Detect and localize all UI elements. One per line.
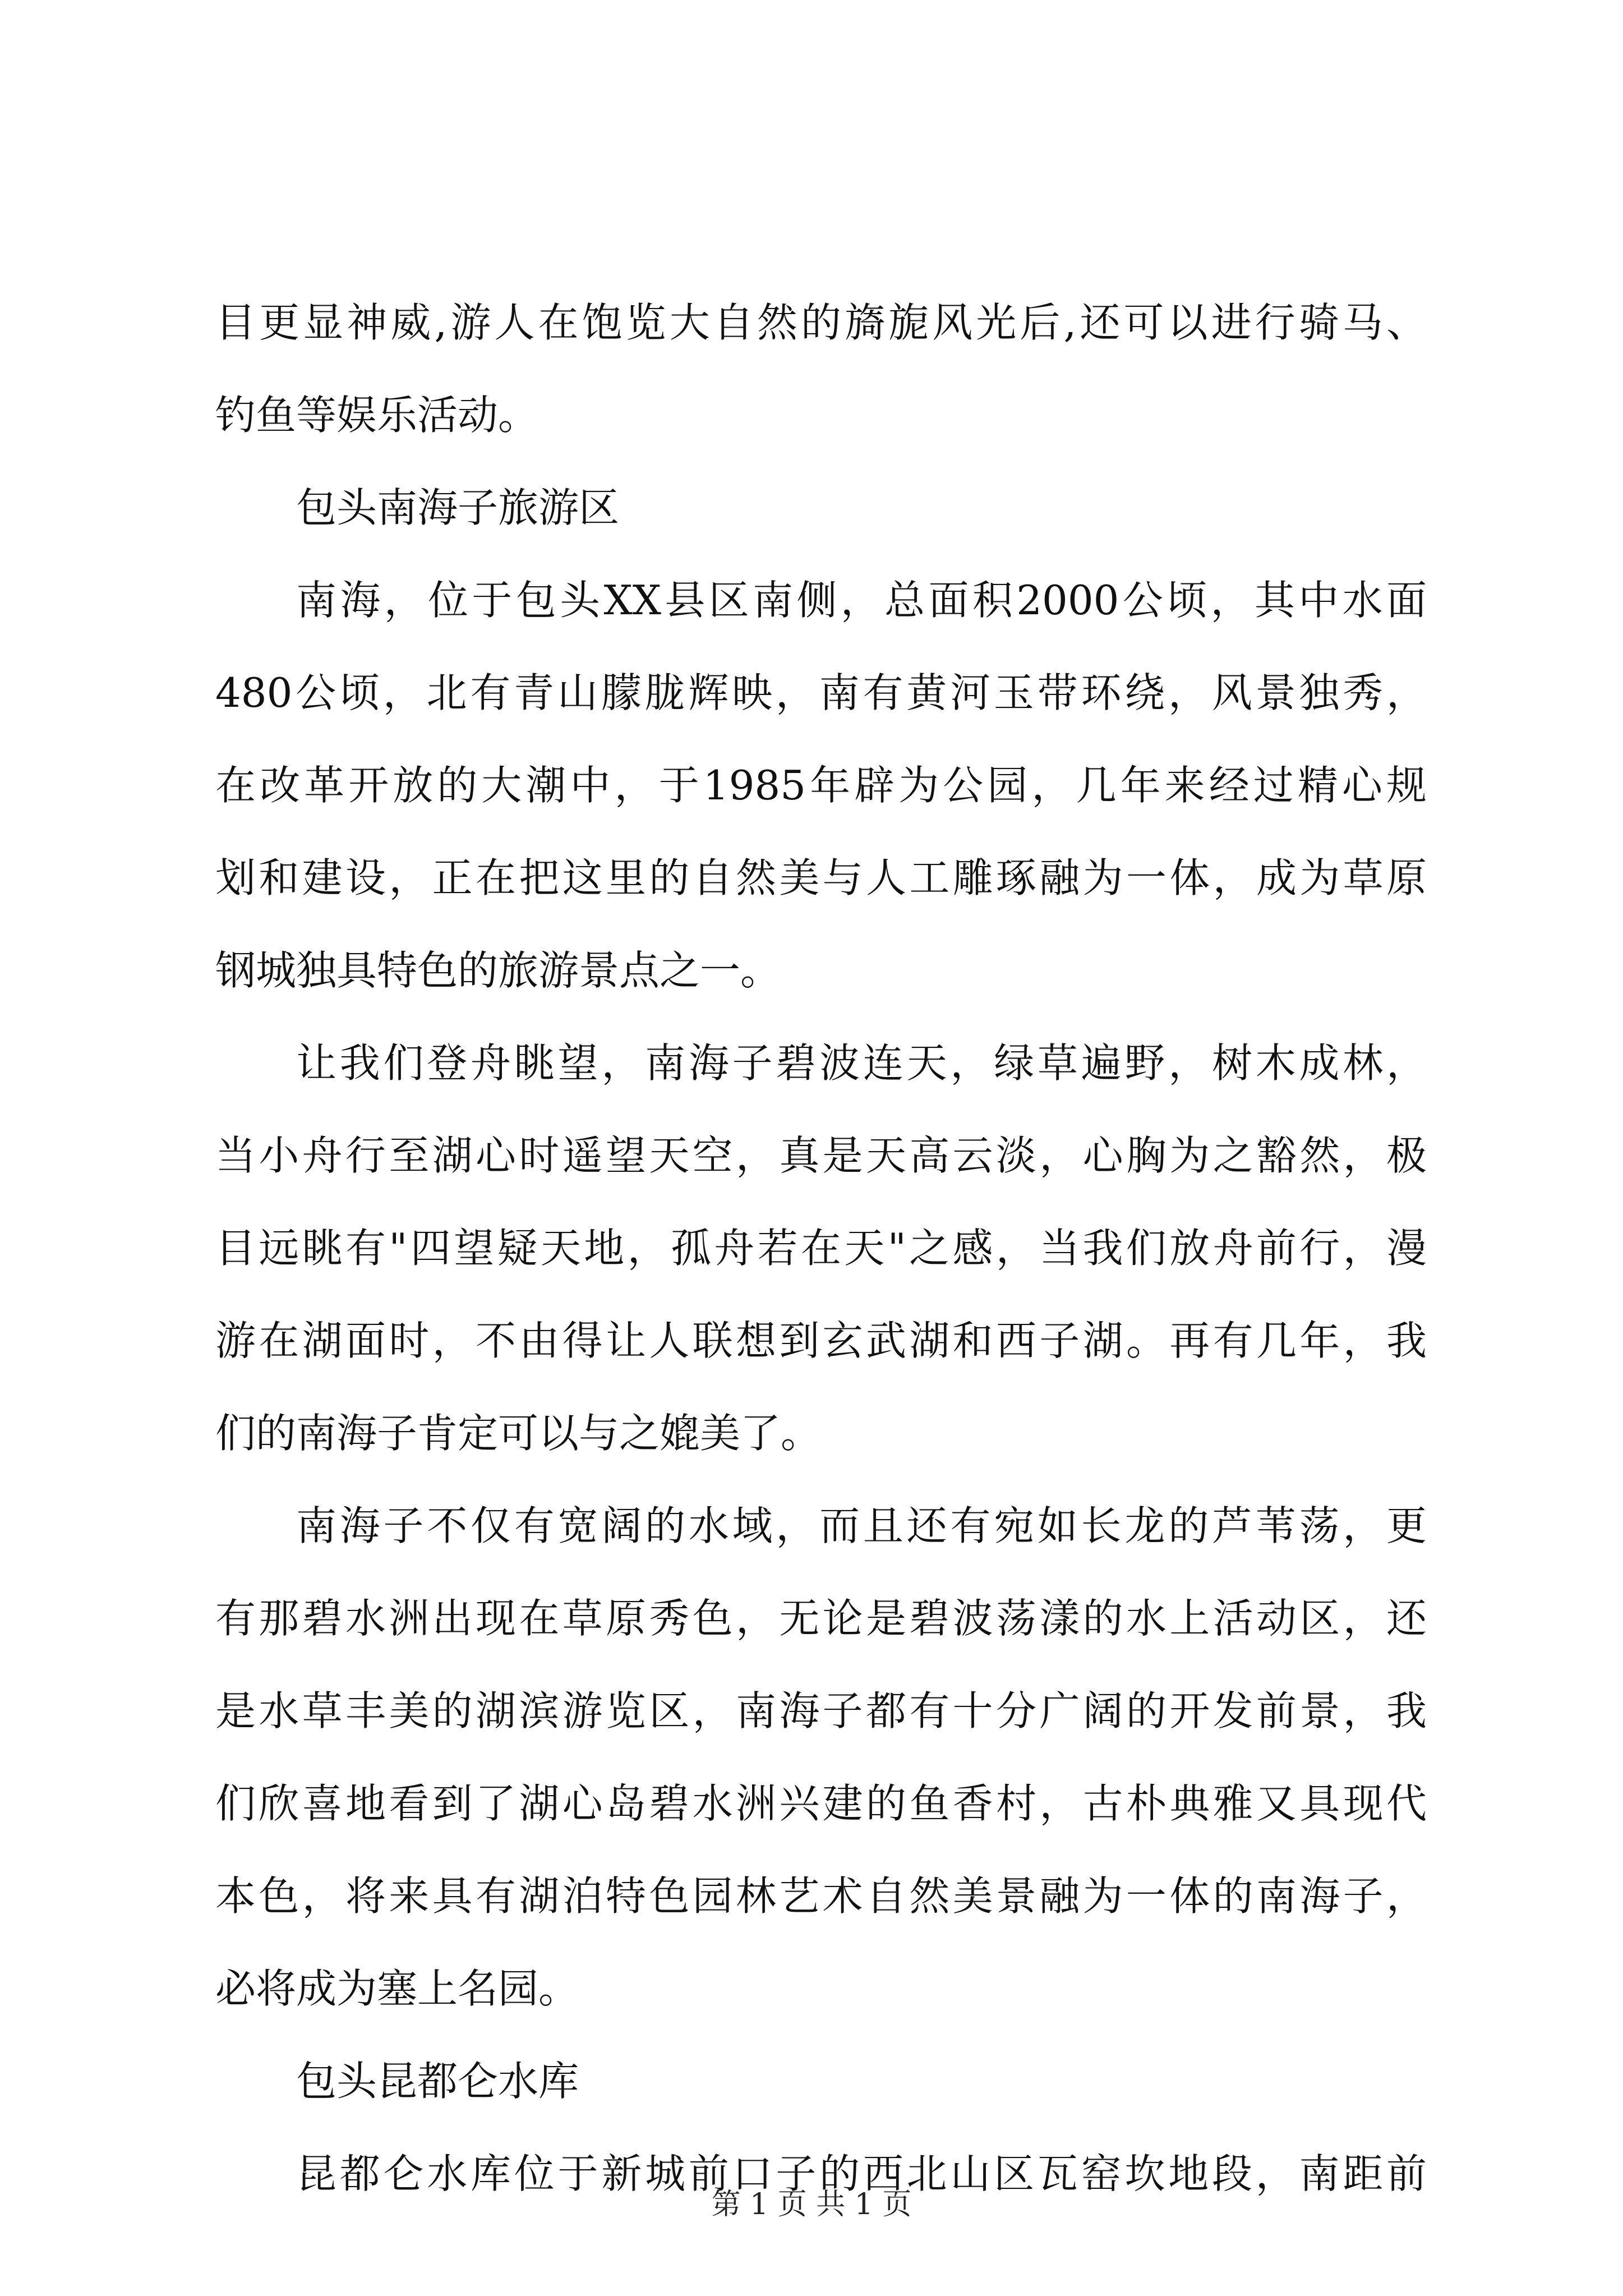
text-line: 480公顷，北有青山朦胧辉映，南有黄河玉带环绕，风景独秀， — [215, 669, 1427, 716]
text-line: 游在湖面时，不由得让人联想到玄武湖和西子湖。再有几年，我 — [215, 1317, 1427, 1364]
text-line: 们的南海子肯定可以与之媲美了。 — [215, 1410, 822, 1457]
section-heading: 包头南海子旅游区 — [296, 484, 620, 531]
text-line: 钢城独具特色的旅游景点之一。 — [215, 947, 781, 994]
text-line: 目远眺有"四望疑天地，孤舟若在天"之感，当我们放舟前行，漫 — [215, 1225, 1427, 1272]
text-line: 当小舟行至湖心时遥望天空，真是天高云淡，心胸为之豁然，极 — [215, 1132, 1427, 1179]
text-line: 有那碧水洲出现在草原秀色，无论是碧波荡漾的水上活动区，还 — [215, 1595, 1427, 1642]
text-line: 是水草丰美的湖滨游览区，南海子都有十分广阔的开发前景，我 — [215, 1687, 1427, 1734]
text-line: 南海，位于包头XX县区南侧，总面积2000公顷，其中水面 — [296, 577, 1427, 624]
text-line: 必将成为塞上名园。 — [215, 1965, 579, 2012]
text-line: 本色，将来具有湖泊特色园林艺术自然美景融为一体的南海子， — [215, 1872, 1427, 1920]
text-line: 划和建设，正在把这里的自然美与人工雕琢融为一体，成为草原 — [215, 854, 1427, 901]
text-line: 们欣喜地看到了湖心岛碧水洲兴建的鱼香村，古朴典雅又具现代 — [215, 1780, 1427, 1827]
text-line: 目更显神威,游人在饱览大自然的旖旎风光后,还可以进行骑马、 — [215, 299, 1427, 346]
text-line: 钓鱼等娱乐活动。 — [215, 392, 539, 439]
section-heading: 包头昆都仑水库 — [296, 2058, 579, 2105]
text-line: 在改革开放的大潮中，于1985年辟为公园，几年来经过精心规 — [215, 762, 1427, 809]
text-line: 昆都仑水库位于新城前口子的西北山区瓦窑坎地段，南距前 — [296, 2150, 1427, 2197]
text-line: 南海子不仅有宽阔的水域，而且还有宛如长龙的芦苇荡，更 — [296, 1502, 1427, 1549]
text-line: 让我们登舟眺望，南海子碧波连天，绿草遍野，树木成林， — [296, 1039, 1427, 1087]
page-number-footer: 第 1 页 共 1 页 — [711, 2188, 912, 2221]
